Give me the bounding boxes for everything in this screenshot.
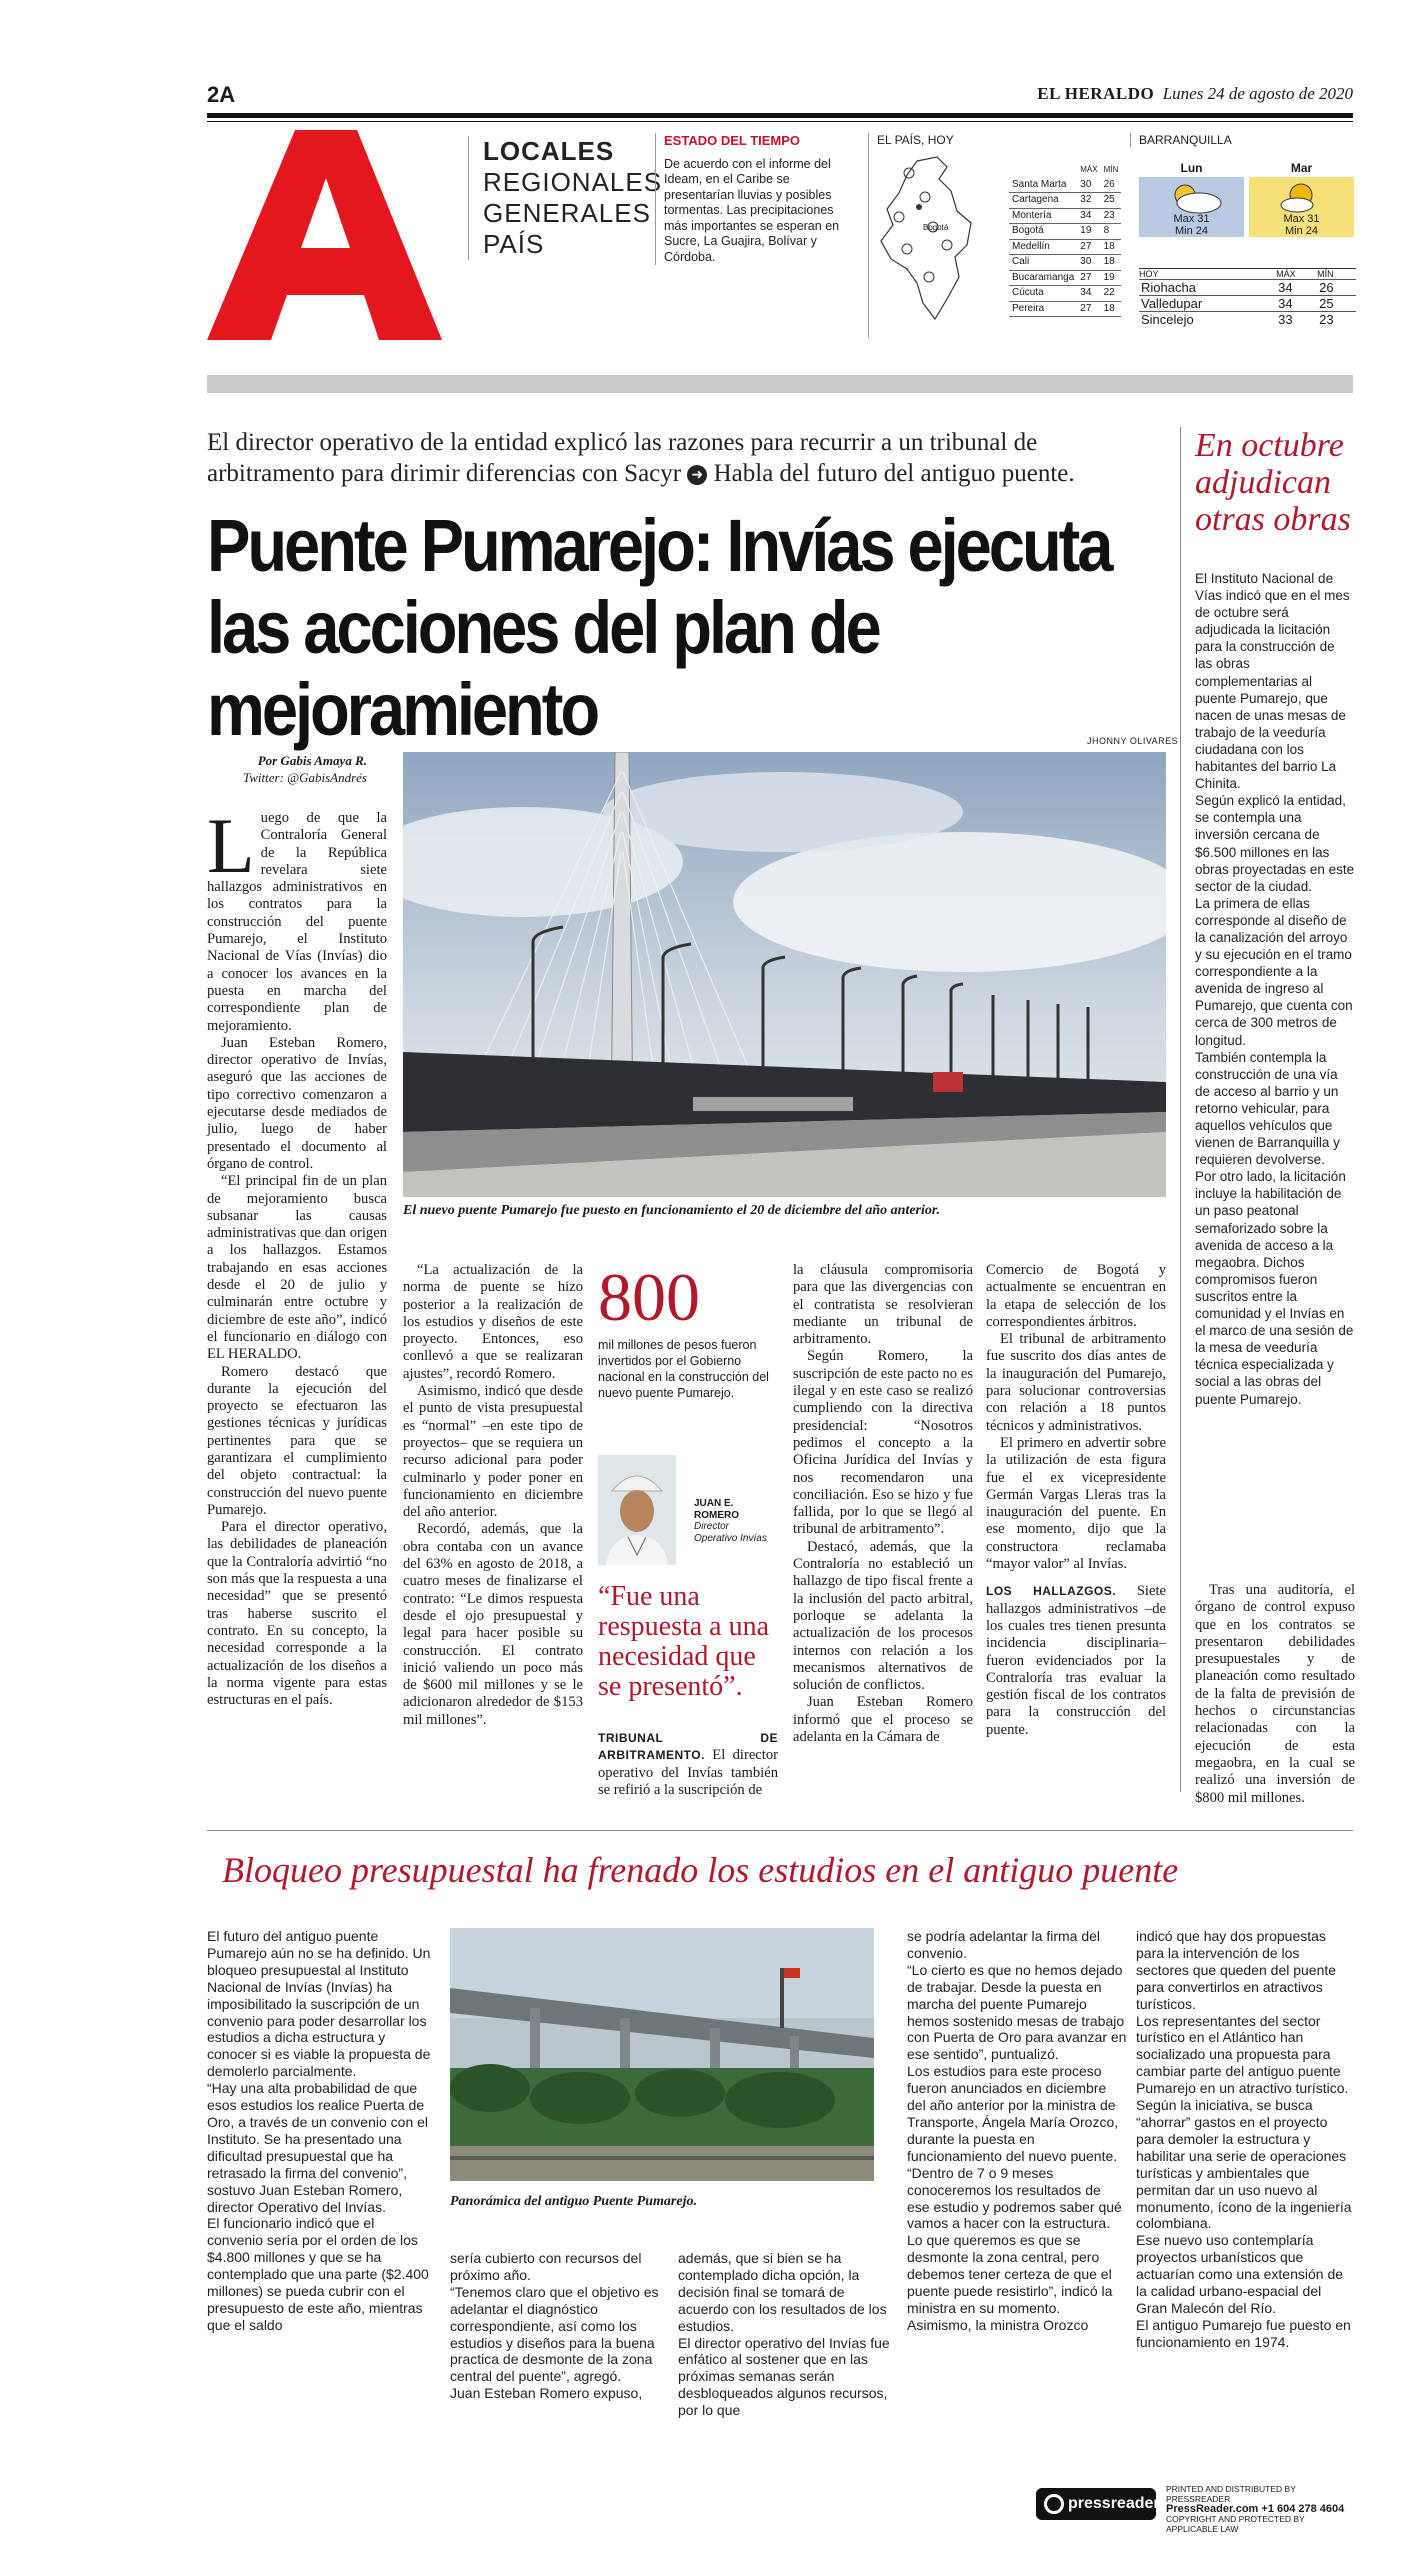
col-header: MÍN	[1317, 269, 1356, 280]
paragraph: “Dentro de 7 o 9 meses conoceremos los resultados de ese estudio y podremos saber qué vamos a hacer con la estructura. Lo que queremos es que se desmonte la zona central, pero debemos tener certeza de que el puente puede resistirlo”, indicó la ministra en su momento.	[907, 2164, 1122, 2316]
city-max: 30	[1077, 255, 1100, 271]
day-max: Max 31	[1173, 213, 1210, 225]
cloudy-sun-icon	[1139, 177, 1244, 237]
second-column-4	[907, 1928, 1127, 2334]
city-row	[1009, 270, 1121, 286]
city-row	[1139, 296, 1356, 312]
paragraph: indicó que hay dos propuestas para la intervención de los sectores que queden del puente para convertirlos en atractivos turísticos.	[1136, 1928, 1337, 2012]
city-max: 27	[1077, 301, 1100, 317]
sidebar-continuation	[1195, 1582, 1355, 1807]
forecast-title: BARRANQUILLA	[1139, 133, 1232, 147]
weather-box	[655, 133, 860, 265]
city-max: 30	[1077, 178, 1100, 193]
section-list	[468, 136, 662, 260]
city-min: 18	[1101, 255, 1122, 271]
bridge-photo	[403, 752, 1166, 1197]
city-row	[1009, 301, 1121, 317]
col-header: MÁX	[1080, 165, 1098, 174]
city-max: 34	[1077, 208, 1100, 224]
sidebar-divider	[1180, 427, 1181, 1792]
paragraph: Ese nuevo uso contemplaría proyectos urbanísticos que actuarían como una extensión de la calidad urbano-espacial del Gran Malecón del Río.	[1136, 2232, 1344, 2316]
article-kicker	[207, 427, 1167, 489]
paragraph: “El principal fin de un plan de mejoramiento busca subsanar las causas administrativas que dan origen a los hallazgos. Estamos trabajando en esas acciones desde el 20 de julio y culminarán entre octubre y diciembre de este año”, indicó el funcionario en diálogo con EL HERALDO.	[207, 1173, 387, 1363]
portrait-name: JUAN E. ROMERO	[694, 1498, 739, 1521]
city-min: 18	[1101, 239, 1122, 255]
city-min: 25	[1317, 296, 1356, 312]
city-name: Bogotá	[1009, 224, 1077, 240]
paragraph: El antiguo Pumarejo fue puesto en funcionamiento en 1974.	[1136, 2316, 1351, 2350]
city-row	[1009, 208, 1121, 224]
article-column-4	[793, 1262, 973, 1746]
paragraph: Los estudios para este proceso fueron anunciados en diciembre del año anterior por la ministra de Transporte, Ángela María Orozco, durante la puesta en funcionamiento del nuevo puente.	[907, 2063, 1119, 2164]
city-max: 34	[1077, 286, 1100, 302]
col-header: MÁX	[1276, 269, 1317, 280]
sidebar-paragraph: También contempla la construcción de una vía de acceso al barrio y un retorno vehicular, para aquellos vehículos que vienen de Barranquilla y requieren devolverse.	[1195, 1049, 1340, 1168]
pressreader-logo[interactable]	[1036, 2488, 1160, 2520]
paragraph: Para el director operativo, las debilidades de planeación que la Contraloría advirtió “no son más que la respuesta a una necesidad” que se presentó tras haberse suscrito el contrato. En su concepto, la necesidad corresponde a la actualización de los diseños a la norma vigente para estas estructuras en el país.	[207, 1519, 387, 1709]
article-column-5	[986, 1262, 1166, 1739]
forecast-day-tuesday	[1249, 161, 1354, 241]
header-rule-thin	[207, 121, 1353, 122]
paragraph: Asimismo, la ministra Orozco	[907, 2316, 1089, 2333]
map-title: EL PAÍS, HOY	[877, 133, 954, 147]
forecast-day-monday	[1139, 161, 1244, 241]
paragraph: Los representantes del sector turístico en el Atlántico han socializado una propuesta para cambiar parte del antiguo puente Pumarejo en un atractivo turístico.	[1136, 2012, 1349, 2097]
pressreader-icon	[1044, 2494, 1064, 2514]
second-article-title: Bloqueo presupuestal ha frenado los estudios en el antiguo puente	[222, 1850, 1179, 1890]
city-max: 27	[1077, 239, 1100, 255]
colombia-map-icon	[877, 153, 977, 323]
publication-name: EL HERALDO	[1037, 84, 1155, 103]
article-column-1	[207, 802, 387, 1709]
section-divider-bar	[207, 375, 1353, 393]
city-name: Riohacha	[1139, 280, 1276, 296]
header-rule	[207, 113, 1353, 118]
second-column-3	[678, 2250, 893, 2419]
city-min: 26	[1317, 280, 1356, 296]
publication-line	[1037, 84, 1353, 104]
paragraph: Destacó, además, que la Contraloría no estableció un hallazgo de tipo fiscal frente a la inclusión del pacto arbitral, porloque se adelanta la actualización de los procesos internos con relación a los mecanismos alternativos de solución de conflictos.	[793, 1538, 973, 1694]
portrait-role: Director Operativo Invías	[694, 1521, 767, 1544]
day-name: Mar	[1290, 161, 1313, 175]
pressreader-logo-text: pressreader	[1068, 2495, 1160, 2512]
paragraph: El director operativo del Invías también se refirió a la suscripción de	[598, 1747, 778, 1798]
city-min: 8	[1101, 224, 1122, 240]
big-number-caption: mil millones de pesos fueron invertidos por el Gobierno nacional en la construcción del nuevo puente Pumarejo.	[598, 1338, 769, 1400]
day-min: Min 24	[1284, 225, 1319, 237]
notice-line: PressReader.com +1 604 278 4604	[1166, 2503, 1345, 2515]
paragraph: Según la iniciativa, se busca “ahorrar” gastos en el proyecto para demoler la estructura y habilitar una serie de operaciones turísticas y ambientales que permitan dar un uso nuevo al monumento, ícono de la ingeniería colombiana.	[1136, 2097, 1352, 2232]
paragraph: “Lo cierto es que no hemos dejado de trabajar. Desde la puesta en marcha del puente Pumarejo hemos sostenido mesas de trabajo con Puerta de Oro para avanzar en ese sentido”, puntualizó.	[907, 1961, 1127, 2063]
colombia-weather-map	[868, 133, 1119, 338]
city-min: 26	[1101, 178, 1122, 193]
paragraph: Recordó, además, que la obra contaba con un avance del 63% en agosto de 2018, a cuatro meses de finalizarse el contrato: “Le dimos respuesta desde el ojo presupuestal y legal para hacer posible su construcción. El contrato inició valiendo un poco más de $600 mil millones y se le adicionaron alrededor de $153 mil millones”.	[403, 1521, 583, 1728]
paragraph: Siete hallazgos administrativos –de los cuales tres tienen presunta incidencia disciplinaria– fueron evidenciados por la Contraloría tras evaluar la gestión fiscal de los contratos para la construcción del puente.	[986, 1583, 1166, 1738]
weather-title: ESTADO DEL TIEMPO	[664, 133, 801, 148]
portrait-photo	[598, 1455, 676, 1565]
city-min: 23	[1317, 312, 1356, 328]
portrait-caption	[694, 1498, 774, 1544]
page-number: 2A	[207, 82, 236, 107]
paragraph: Comercio de Bogotá y actualmente se encuentran en la etapa de selección de los correspondientes árbitros.	[986, 1262, 1166, 1330]
weather-text: De acuerdo con el informe del Ideam, en el Caribe se presentarían lluvias y posibles tormentas. Las precipitaciones más importantes se esperan en Sucre, La Guajira, Bolívar y Córdoba.	[664, 156, 840, 264]
section-item: PAÍS	[483, 229, 545, 259]
paragraph: El primero en advertir sobre la utilización de esta figura fue el ex vicepresidente Germán Vargas Lleras tras la inauguración del puente. En ese momento, dijo que la constructora reclamaba “mayor valor” al Invías.	[986, 1434, 1166, 1573]
city-row	[1009, 255, 1121, 271]
section-lead-in: LOS HALLAZGOS.	[986, 1584, 1117, 1599]
city-name: Medellín	[1009, 239, 1077, 255]
city-row	[1139, 312, 1356, 328]
city-min: 18	[1101, 301, 1122, 317]
city-name: Cali	[1009, 255, 1077, 271]
day-min: Min 24	[1174, 225, 1209, 237]
paragraph: se podría adelantar la firma del convenio.	[907, 1928, 1100, 1961]
city-row	[1009, 286, 1121, 302]
section-lead-in: TRIBUNAL DE ARBITRAMENTO.	[598, 1731, 778, 1763]
sidebar-paragraph: El Instituto Nacional de Vías indicó que en el mes de octubre será adjudicada la licitación para la construcción de las obras complementarias al puente Pumarejo, que nacen de unas mesas de trabajo de la veeduría ciudadana con los habitantes del barrio La Chinita.	[1195, 571, 1350, 792]
second-column-2	[450, 2250, 660, 2402]
article-column-3	[598, 1730, 778, 1799]
paragraph: la cláusula compromisoria para que las divergencias con el contratista se resolvieran mediante un tribunal de arbitramento.	[793, 1262, 973, 1348]
city-name: Valledupar	[1139, 296, 1276, 312]
city-min: 25	[1101, 193, 1122, 209]
city-min: 22	[1101, 286, 1122, 302]
map-city-label: Bogotá	[923, 223, 949, 232]
sidebar-paragraph: La primera de ellas corresponde al diseño de la canalización del arroyo y su ejecución en el tramo correspondiente a la avenida de ingreso al Pumarejo, que cuenta con cerca de 300 metros de longitud.	[1195, 895, 1353, 1048]
second-article-rule	[207, 1830, 1353, 1831]
city-name: Cúcuta	[1009, 286, 1077, 302]
city-name: Montería	[1009, 208, 1077, 224]
city-max: 27	[1077, 270, 1100, 286]
col-header: MÍN	[1103, 165, 1119, 174]
section-item: GENERALES	[483, 198, 651, 228]
city-max: 34	[1276, 296, 1317, 312]
notice-line: PRINTED AND DISTRIBUTED BY PRESSREADER	[1166, 2484, 1296, 2504]
city-row	[1009, 239, 1121, 255]
regional-table	[1139, 268, 1356, 327]
city-name: Sincelejo	[1139, 312, 1276, 328]
article-column-2	[403, 1262, 583, 1729]
col-header: HOY	[1139, 269, 1276, 280]
paragraph: El futuro del antiguo puente Pumarejo aún no se ha definido. Un bloqueo presupuestal al Instituto Nacional de Invías (Invías) ha imposibilitado la suscripción de un convenio para poder desarrollar los estudios a dicha estructura y conocer si es viable la propuesta de demolerlo parcialmente.	[207, 1928, 431, 2080]
byline-twitter: Twitter: @GabisAndrés	[242, 770, 367, 785]
section-item: REGIONALES	[483, 167, 663, 197]
city-name: Pereira	[1009, 301, 1077, 317]
sun-cloud-icon	[1249, 177, 1354, 237]
paragraph: Asimismo, indicó que desde el punto de vista presupuestal es “normal” –en este tipo de proyectos– que se requiera un recurso adicional para poder culminarlo y poder poner en funcionamiento en diciembre del año anterior.	[403, 1383, 583, 1521]
notice-line: COPYRIGHT AND PROTECTED BY APPLICABLE LAW	[1166, 2514, 1305, 2534]
photo-credit: JHONNY OLIVARES	[1087, 736, 1179, 746]
paragraph: El funcionario indicó que el convenio sería por el orden de los $4.800 millones y que se ha contemplado que una parte ($2.400 millones) se pueda cubrir con el presupuesto de este año, mientras que el saldo	[207, 2215, 429, 2333]
city-row	[1009, 193, 1121, 209]
byline	[207, 752, 367, 786]
cities-table	[1009, 163, 1121, 317]
arrow-right-icon: ➜	[687, 465, 707, 485]
city-name: Bucaramanga	[1009, 270, 1077, 286]
paragraph: “La actualización de la norma de puente se hizo posterior a la realización de los estudios y diseños de este proyecto. Entonces, eso conllevó a que se realizaran ajustes”, recordó Romero.	[403, 1262, 583, 1382]
drop-cap: L	[207, 802, 255, 889]
barranquilla-forecast	[1130, 133, 1355, 327]
city-max: 34	[1276, 280, 1317, 296]
city-row	[1009, 178, 1121, 193]
headline: Puente Pumarejo: Invías ejecuta las acciones del plan de mejoramiento	[207, 504, 1111, 751]
sidebar-paragraph: Por otro lado, la licitación incluye la habilitación de un paso peatonal semaforizado sobre la avenida de acceso a la megaobra. Dichos compromisos fueron suscritos entre la comunidad y el Invías en el marco de una sesión de la mesa de veeduría técnica especializada y social a las obras del puente Pumarejo.	[1195, 1169, 1354, 1407]
city-min: 19	[1101, 270, 1122, 286]
day-name: Lun	[1180, 161, 1203, 175]
paragraph: “Hay una alta probabilidad de que esos estudios los realice Puerta de Oro, a través de un convenio con el Instituto. Se ha presentado una dificultad presupuestal que ha retrasado la firma del convenio”, sostuvo Juan Esteban Romero, director Operativo del Invías.	[207, 2080, 429, 2215]
sidebar-body	[1195, 570, 1355, 1408]
second-column-1	[207, 1928, 432, 2334]
paragraph: Tras una auditoría, el órgano de control expuso que en los contratos se presentaron debilidades presupuestales y de planeación como resultado de la falta de previsión de hechos o circunstancias relacionadas con la ejecución de esta megaobra, en la cual se realizó una inversión de $800 mil millones.	[1195, 1582, 1355, 1806]
kicker-text: El director operativo de la entidad explicó las razones para recurrir a un tribunal de arbitramento para dirimir diferencias con Sacyr	[207, 429, 1038, 487]
city-row	[1009, 224, 1121, 240]
city-name: Santa Marta	[1009, 178, 1077, 193]
second-photo-caption: Panorámica del antiguo Puente Pumarejo.	[450, 2194, 697, 2209]
city-name: Cartagena	[1009, 193, 1077, 209]
second-column-5	[1136, 1928, 1356, 2351]
pull-quote: “Fue una respuesta a una necesidad que se presentó”.	[598, 1581, 770, 1702]
paragraph: Romero destacó que durante la ejecución del proyecto se efectuaron las gestiones técnicas y jurídicas pertinentes para que se garantizara el cumplimiento del objeto contractual: la construcción del nuevo puente Pumarejo.	[207, 1363, 387, 1518]
city-min: 23	[1101, 208, 1122, 224]
old-bridge-photo	[450, 1928, 874, 2181]
paragraph: Juan Esteban Romero expuso,	[450, 2385, 643, 2402]
big-number: 800	[598, 1259, 700, 1335]
city-max: 33	[1276, 312, 1317, 328]
paragraph: uego de que la Contraloría General de la República revelara siete hallazgos administrativos en los contratos para la construcción del puente Pumarejo, el Instituto Nacional de Vías (Invías) dio a conocer los avances en la puesta en marcha del correspondiente plan de mejoramiento.	[207, 810, 387, 1034]
city-max: 19	[1077, 224, 1100, 240]
publication-date: Lunes 24 de agosto de 2020	[1162, 84, 1353, 103]
pressreader-notice	[1166, 2484, 1356, 2534]
day-max: Max 31	[1283, 213, 1320, 225]
paragraph: además, que si bien se ha contemplado dicha opción, la decisión final se tomará de acuerdo con los resultados de los estudios.	[678, 2250, 887, 2334]
city-row	[1139, 280, 1356, 296]
paragraph: Según Romero, la suscripción de este pacto no es ilegal y en este caso se realizó cumpliendo con la directiva presidencial: “Nosotros pedimos el concepto a la Oficina Jurídica del Invías y nos recomendaron una conciliación. Eso se hizo y fue fallida, por lo que se llegó al tribunal de arbitramento”.	[793, 1348, 973, 1538]
photo-caption: El nuevo puente Pumarejo fue puesto en funcionamiento el 20 de diciembre del año anterior.	[403, 1203, 941, 1218]
sidebar-title: En octubre adjudican otras obras	[1195, 427, 1351, 538]
byline-author: Por Gabis Amaya R.	[257, 753, 367, 768]
paragraph: “Tenemos claro que el objetivo es adelantar el diagnóstico correspondiente, así como los estudios y diseños para la buena practica de desmonte de la zona central del puente”, agregó.	[450, 2283, 659, 2385]
kicker-tail: Habla del futuro del antiguo puente.	[713, 460, 1075, 487]
paragraph: Juan Esteban Romero, director operativo de Invías, aseguró que las acciones de tipo correctivo comenzaron a ejecutarse desde mediados de julio, luego de haber presentado el documento al órgano de control.	[207, 1034, 387, 1172]
paragraph: El director operativo del Invías fue enfático al sostener que en las próximas semanas serán desbloqueados algunos recursos, por lo que	[678, 2334, 890, 2419]
sidebar-paragraph: Según explicó la entidad, se contempla una inversión cercana de $6.500 millones en las obras proyectadas en este sector de la ciudad.	[1195, 793, 1355, 894]
paragraph: sería cubierto con recursos del próximo año.	[450, 2250, 642, 2283]
city-max: 32	[1077, 193, 1100, 209]
section-item: LOCALES	[483, 136, 615, 166]
paragraph: El tribunal de arbitramento fue suscrito dos días antes de la inauguración del Pumarejo, para solucionar controversias con relación a 18 puntos técnicos y administrativos.	[986, 1331, 1166, 1434]
paragraph: Juan Esteban Romero informó que el proceso se adelanta en la Cámara de	[793, 1694, 973, 1746]
section-letter-logo	[207, 130, 442, 340]
